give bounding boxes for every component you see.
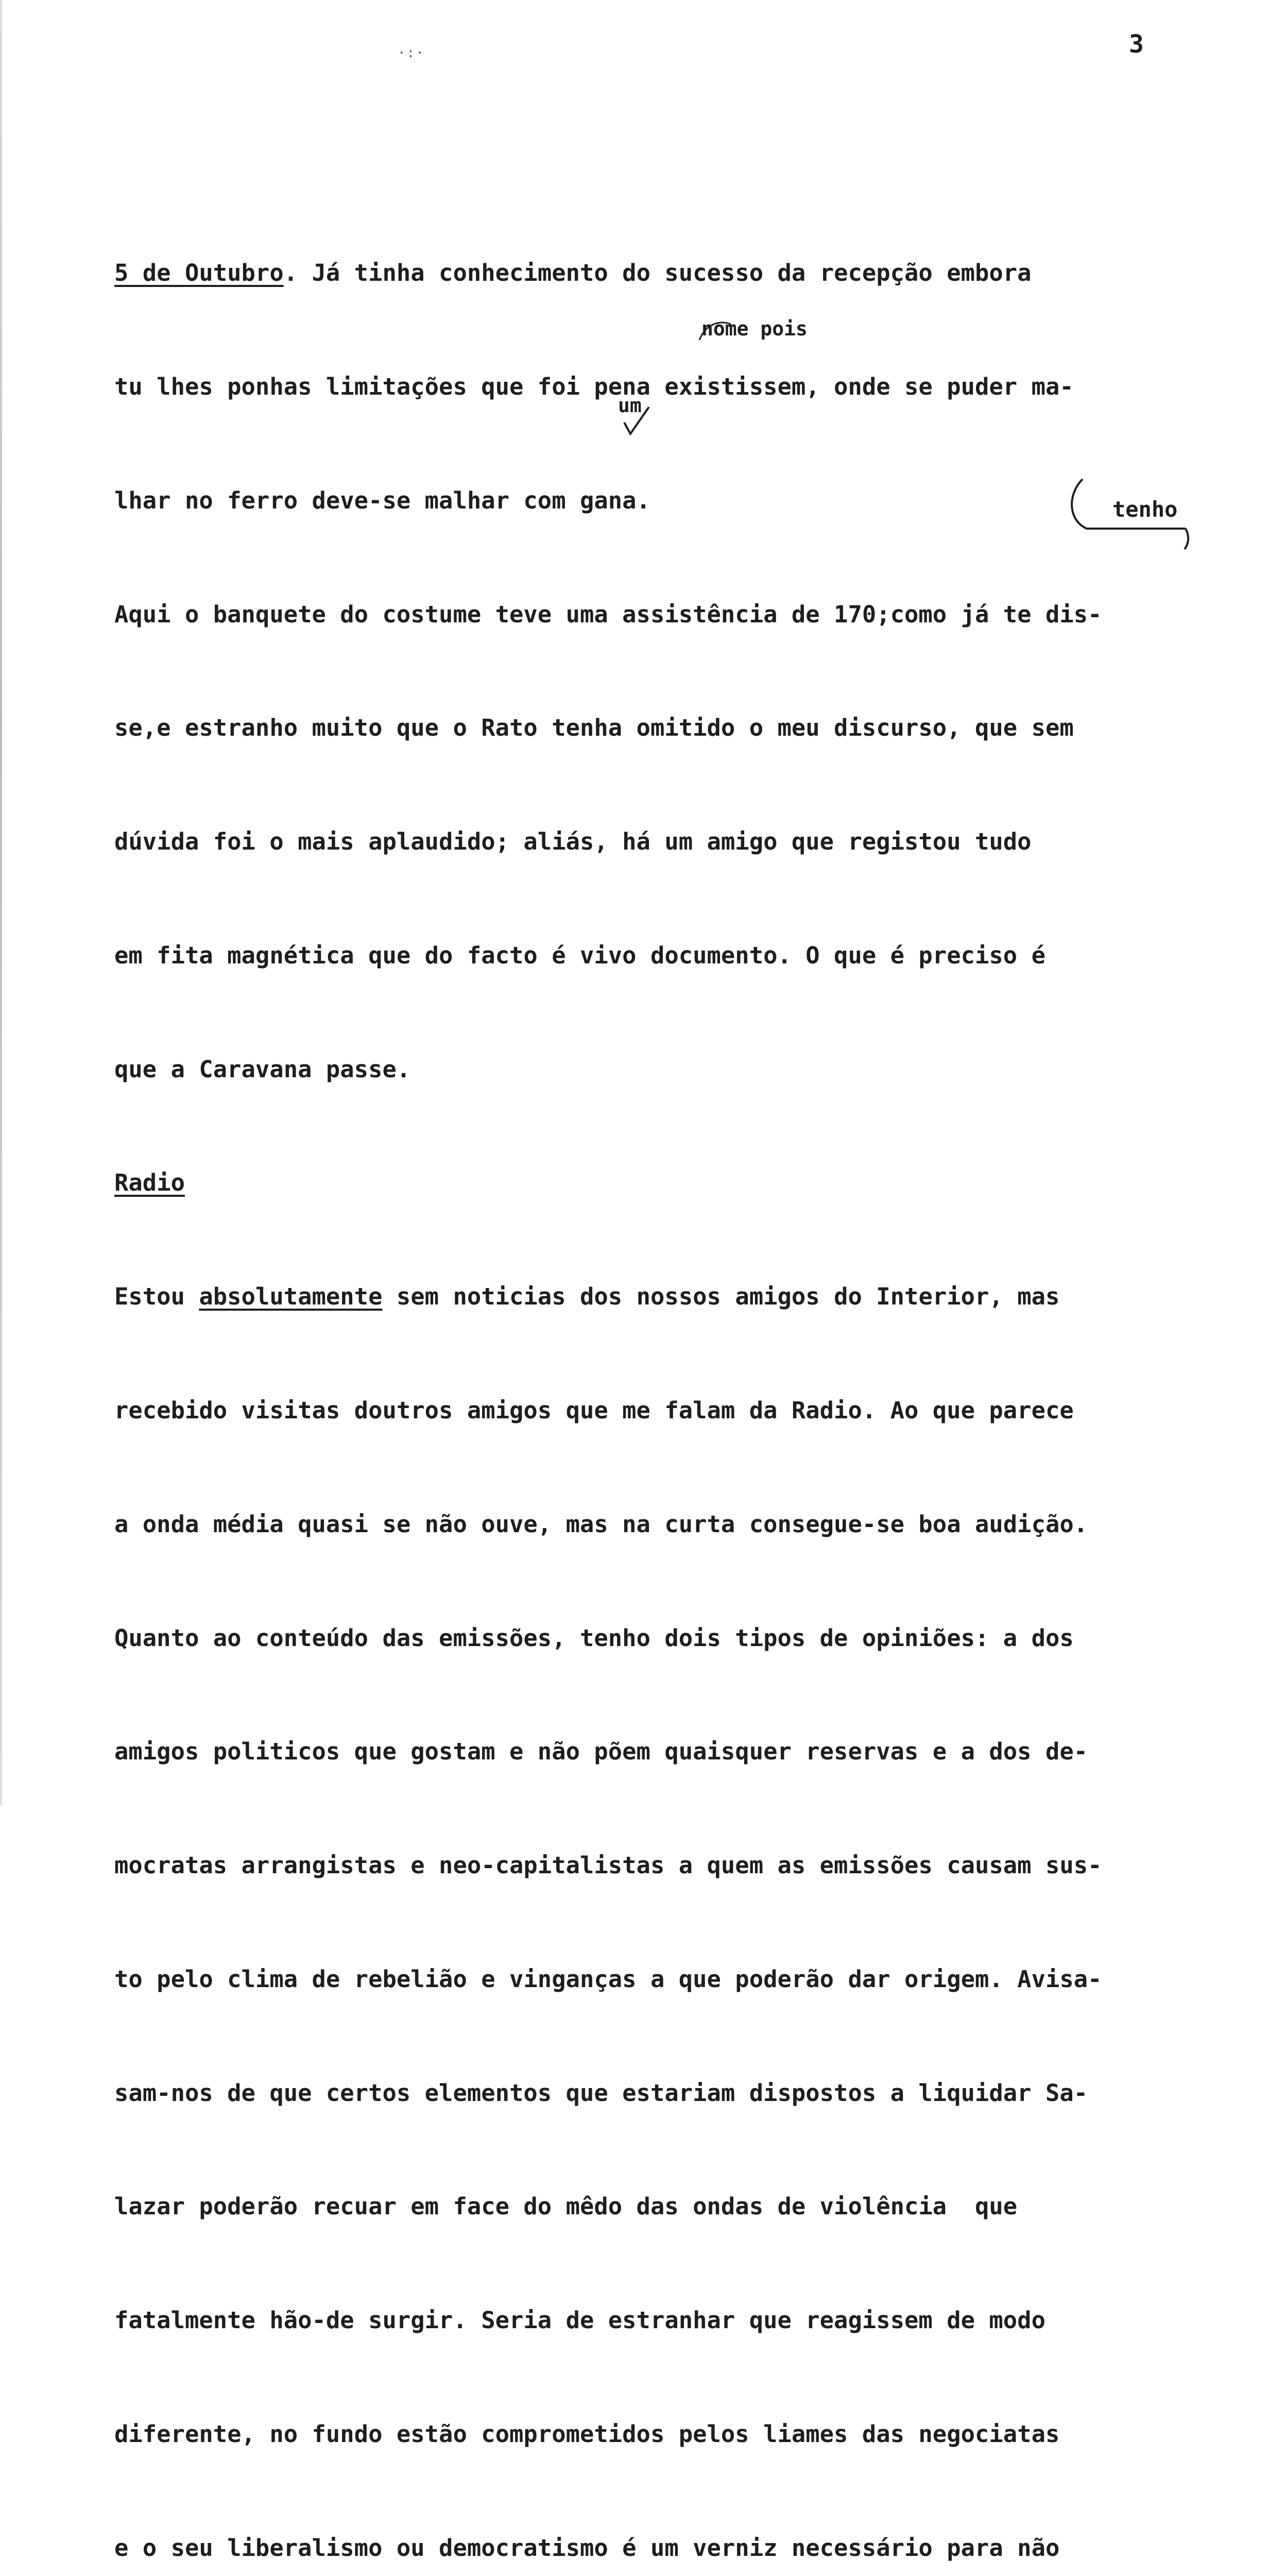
date-heading: 5 de Outubro: [114, 259, 284, 287]
text-line: e o seu liberalismo ou democratismo é um verniz necessário para não: [114, 2534, 1060, 2562]
scan-left-edge: [0, 0, 2, 1805]
margin-note-tenho: tenho: [1112, 497, 1178, 522]
text-line: recebido visitas doutros amigos que me falam da Radio. Ao que parece: [114, 1397, 1074, 1424]
underlined-word: absolutamente: [199, 1283, 383, 1311]
text-line: mocratas arrangistas e neo-capitalistas a quem as emissões causam sus-: [114, 1852, 1102, 1879]
radio-heading: Radio: [114, 1169, 185, 1197]
text-line: 5 de Outubro. Já tinha conhecimento do sucesso da recepção embora: [114, 259, 1032, 287]
insertion-nome-pois: nome pois: [701, 317, 808, 340]
insertion-um: um: [618, 394, 642, 417]
text-line: tu lhes ponhas limitações que foi pena existissem, onde se puder ma-: [114, 372, 1074, 400]
text-line: Quanto ao conteúdo das emissões, tenho dois tipos de opiniões: a dos: [114, 1624, 1074, 1652]
text-line: fatalmente hão-de surgir. Seria de estranhar que reagissem de modo: [114, 2307, 1045, 2334]
letter-body: [114, 178, 1222, 2576]
text-line: se,e estranho muito que o Rato tenha omitido o meu discurso, que sem: [114, 714, 1074, 742]
text-line: que a Caravana passe.: [114, 1055, 411, 1083]
text-line: amigos politicos que gostam e não põem quaisquer reservas e a dos de-: [114, 1738, 1088, 1766]
text-line: dúvida foi o mais aplaudido; aliás, há um amigo que registou tudo: [114, 828, 1032, 856]
text-line: lhar no ferro deve-se malhar com gana.: [114, 486, 650, 514]
text-line: diferente, no fundo estão comprometidos pelos liames das negociatas: [114, 2420, 1060, 2448]
text-line: a onda média quasi se não ouve, mas na curta consegue-se boa audição.: [114, 1510, 1088, 1538]
scan-specks: ·:·: [398, 45, 425, 61]
text-line: [114, 1164, 1222, 1202]
text-line: lazar poderão recuar em face do mêdo das ondas de violência que: [114, 2193, 1018, 2221]
text-line: Estou absolutamente sem noticias dos nossos amigos do Interior, mas: [114, 1283, 1060, 1311]
text-line: to pelo clima de rebelião e vinganças a que poderão dar origem. Avisa-: [114, 1965, 1102, 1993]
text-line: em fita magnética que do facto é vivo documento. O que é preciso é: [114, 941, 1045, 969]
page-number: 3: [1129, 30, 1144, 59]
text-line: Aqui o banquete do costume teve uma assistência de 170;como já te dis-: [114, 600, 1102, 628]
text-line: sam-nos de que certos elementos que estariam dispostos a liquidar Sa-: [114, 2079, 1088, 2107]
